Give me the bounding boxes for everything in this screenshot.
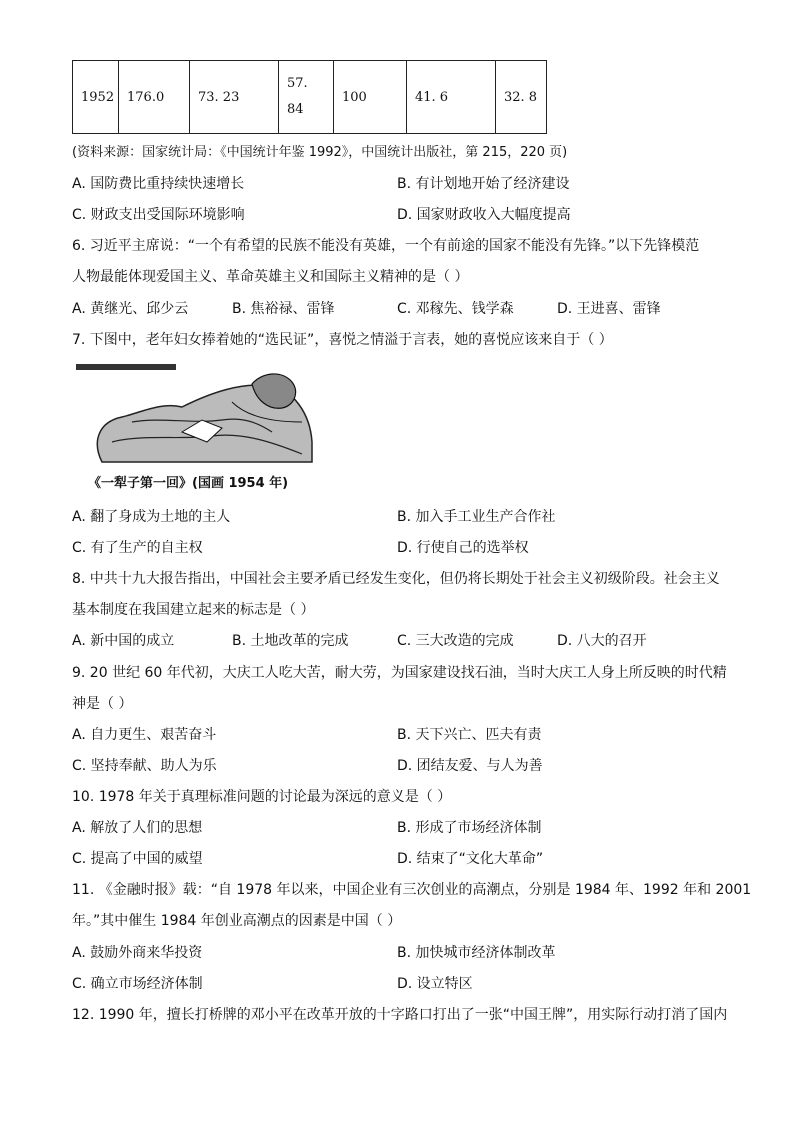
table-cell: 57. 84	[279, 61, 334, 134]
q6-option-c: C. 邓稼先、钱学森	[397, 301, 514, 317]
q10-option-a: A. 解放了人们的思想	[72, 820, 203, 836]
q9-stem-line1: 9. 20 世纪 60 年代初，大庆工人吃大苦，耐大劳，为国家建设找石油，当时大庆工人身上所反映的时代精	[72, 665, 727, 681]
table-cell: 100	[334, 61, 407, 134]
q8-option-a: A. 新中国的成立	[72, 633, 175, 649]
source-note: (资料来源：国家统计局：《中国统计年鉴 1992》，中国统计出版社，第 215，220 页)	[72, 145, 568, 160]
q7-option-a: A. 翻了身成为土地的主人	[72, 509, 231, 525]
q8-stem-line1: 8. 中共十九大报告指出，中国社会主要矛盾已经发生变化，但仍将长期处于社会主义初级阶段。社会主义	[72, 571, 720, 587]
q5-option-b: B. 有计划地开始了经济建设	[397, 176, 570, 192]
figure-caption: 《一犁子第一回》(国画 1954 年)	[88, 476, 289, 491]
q11-option-d: D. 设立特区	[397, 976, 473, 992]
q9-stem-line2: 神是（ ）	[72, 696, 133, 712]
q9-option-d: D. 团结友爱、与人为善	[397, 758, 543, 774]
q8-option-c: C. 三大改造的完成	[397, 633, 514, 649]
q11-stem-line1: 11. 《金融时报》载：“自 1978 年以来，中国企业有三次创业的高潮点，分别是 1984 年、1992 年和 2001	[72, 882, 752, 898]
q7-stem: 7. 下图中，老年妇女捧着她的“选民证”，喜悦之情溢于言表，她的喜悦应该来自于（ ）	[72, 332, 613, 348]
table-row	[73, 61, 547, 134]
painting-illustration	[72, 362, 322, 470]
q11-option-c: C. 确立市场经济体制	[72, 976, 203, 992]
q6-option-a: A. 黄继光、邱少云	[72, 301, 189, 317]
q10-stem: 10. 1978 年关于真理标准问题的讨论最为深远的意义是（ ）	[72, 789, 452, 805]
q9-option-b: B. 天下兴亡、匹夫有责	[397, 727, 542, 743]
q7-option-b: B. 加入手工业生产合作社	[397, 509, 556, 525]
table-cell: 32. 8	[496, 61, 547, 134]
table-cell: 41. 6	[407, 61, 496, 134]
q7-option-c: C. 有了生产的自主权	[72, 540, 203, 556]
table-cell: 176.0	[119, 61, 190, 134]
q6-option-d: D. 王进喜、雷锋	[557, 301, 661, 317]
q8-option-b: B. 土地改革的完成	[232, 633, 349, 649]
q11-option-a: A. 鼓励外商来华投资	[72, 945, 203, 961]
table-cell: 73. 23	[190, 61, 279, 134]
q6-stem-line2: 人物最能体现爱国主义、革命英雄主义和国际主义精神的是（ ）	[72, 269, 469, 285]
q5-option-c: C. 财政支出受国际环境影响	[72, 207, 245, 223]
q8-option-d: D. 八大的召开	[557, 633, 647, 649]
q10-option-b: B. 形成了市场经济体制	[397, 820, 542, 836]
q11-option-b: B. 加快城市经济体制改革	[397, 945, 556, 961]
q6-stem-line1: 6. 习近平主席说：“一个有希望的民族不能没有英雄，一个有前途的国家不能没有先锋。”以下先锋模范	[72, 238, 700, 254]
statistics-table	[72, 60, 547, 134]
q8-stem-line2: 基本制度在我国建立起来的标志是（ ）	[72, 602, 315, 618]
q11-stem-line2: 年。”其中催生 1984 年创业高潮点的因素是中国（ ）	[72, 913, 402, 929]
q9-option-a: A. 自力更生、艰苦奋斗	[72, 727, 217, 743]
q12-stem-line1: 12. 1990 年，擅长打桥牌的邓小平在改革开放的十字路口打出了一张“中国王牌”，用实际行动打消了国内	[72, 1007, 728, 1023]
table-cell: 1952	[73, 61, 119, 134]
q10-option-c: C. 提高了中国的威望	[72, 851, 203, 867]
q5-option-a: A. 国防费比重持续快速增长	[72, 176, 245, 192]
q7-option-d: D. 行使自己的选举权	[397, 540, 529, 556]
q9-option-c: C. 坚持奉献、助人为乐	[72, 758, 217, 774]
q10-option-d: D. 结束了“文化大革命”	[397, 851, 544, 867]
q6-option-b: B. 焦裕禄、雷锋	[232, 301, 335, 317]
q5-option-d: D. 国家财政收入大幅度提高	[397, 207, 571, 223]
